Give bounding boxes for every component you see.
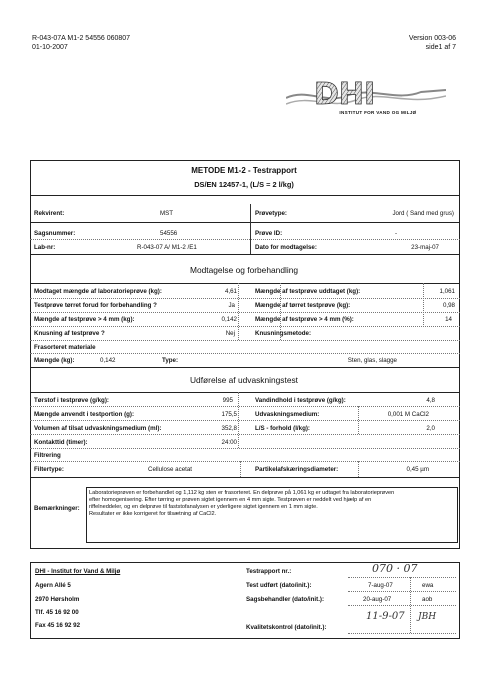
remarks-line: riffelneddeler, og en delprøve til faststofanalysen er yderligere sigtet igennem en 1 mm sigte. <box>89 504 318 510</box>
testrapport-number: 070 · 07 <box>372 562 418 575</box>
kval-label: Kvalitetskontrol (dato/init.): <box>246 624 327 631</box>
s1-row2-value2: 0,98 <box>442 302 455 309</box>
prove-id-label: Prøve ID: <box>255 230 283 237</box>
s1-row1-label1: Modtaget mængde af laboratorieprøve (kg): <box>34 288 162 295</box>
s1-row2-label1: Testprøve tørret forud for forbehandling ? <box>34 302 157 309</box>
labnr-label: Lab-nr: <box>34 244 56 251</box>
udfort-init: ewa <box>422 582 434 589</box>
report-standard: DS/EN 12457-1, (L/S = 2 l/kg) <box>194 180 294 189</box>
s2-row1-label1: Tørstof i testprøve (g/kg): <box>34 397 109 404</box>
remarks-line: Laboratorieprøven er forbehandlet og 1,112 kg sten er frasorteret. En delprøve på 1,061 kg er udtaget fra laboratorieprøven <box>89 490 395 496</box>
s1-row1-label2: Mængde af testprøve uddtaget (kg): <box>255 288 361 295</box>
s2-row2-label2: Udvaskningsmedium: <box>255 411 320 418</box>
filtertype-label: Filtertype: <box>34 466 64 473</box>
sags-date: 20-aug-07 <box>363 596 392 603</box>
provetype-label: Prøvetype: <box>255 210 287 217</box>
dato-value: 23-maj-07 <box>411 244 439 251</box>
footer-org: DHI - Institut for Vand & Miljø <box>35 568 121 575</box>
logo-tagline: INSTITUT FOR VAND OG MILJØ <box>339 110 417 115</box>
s1-row1-value1: 4,61 <box>224 288 237 295</box>
s2-row3-value2: 2,0 <box>426 425 435 432</box>
s2-row1-label2: Vandindhold i testprøve (g/kg): <box>255 397 346 404</box>
testrapport-label: Testrapport nr.: <box>246 568 292 575</box>
s2-row4-value1: 24:00 <box>221 439 237 446</box>
remarks-line: Resultater er ikke korrigeret for tilsætning af CaCl2. <box>89 511 217 517</box>
s2-row4-label1: Kontakttid (timer): <box>34 439 88 446</box>
udfort-date: 7-aug-07 <box>368 582 393 589</box>
s2-row2-value2: 0,001 M CaCl2 <box>387 411 429 418</box>
type-value: Sten, glas, slagge <box>347 357 397 364</box>
footer-fax: Fax 45 16 92 92 <box>35 622 81 629</box>
prove-id-value: - <box>395 230 398 237</box>
page-number: side1 af 7 <box>425 44 456 51</box>
s2-row1-value1: 995 <box>222 397 233 404</box>
dato-label: Dato for modtagelse: <box>255 244 317 251</box>
sags-init: aob <box>422 596 433 603</box>
document-reference: R-043-07A M1-2 54556 060807 <box>32 35 131 42</box>
version-label: Version 003-06 <box>408 35 456 42</box>
rekvirent-value: MST <box>160 210 174 217</box>
kval-init: JBH <box>418 612 437 622</box>
labnr-value: R-043-07 A/ M1-2 /E1 <box>137 244 197 251</box>
s2-row2-value1: 175,5 <box>221 411 237 418</box>
s2-row3-label2: L/S - forhold (l/kg): <box>255 425 310 432</box>
s1-row2-label2: Mængde af tørret testprøve (kg): <box>255 302 351 309</box>
s1-row2-value1: Ja <box>228 302 235 309</box>
sags-label: Sagsbehandler (dato/init.): <box>246 596 325 603</box>
s1-row3-value2: 14 <box>445 316 452 323</box>
s2-row2-label1: Mængde anvendt i testportion (g): <box>34 411 135 418</box>
footer-street: Agern Allé 5 <box>35 582 71 589</box>
footer-tlf: Tlf. 45 16 92 00 <box>35 609 79 616</box>
s1-row4-label1: Knusning af testprøve ? <box>34 330 105 337</box>
svg-text:DHI: DHI <box>314 77 376 112</box>
s2-row3-label1: Volumen af tilsat udvaskningsmedium (ml): <box>34 425 162 432</box>
remarks-text <box>89 490 455 518</box>
s1-row1-value2: 1,061 <box>439 288 455 295</box>
udfort-label: Test udført (dato/init.): <box>246 582 312 589</box>
frasorteret-label: Frasorteret materiale <box>34 344 96 351</box>
remarks-line: efter homogenisering. Efter tørring er prøven sigtet igennem en 4 mm sigte. Testprøven er neddelt ved hjælp af en <box>89 497 372 503</box>
s1-row3-value1: 0,142 <box>221 316 237 323</box>
type-label: Type: <box>162 357 179 364</box>
s1-row3-label2: Mængde af testprøve > 4 mm (%): <box>255 316 354 323</box>
report-title: METODE M1-2 - Testrapport <box>191 166 297 175</box>
s2-row3-value1: 352,8 <box>221 425 237 432</box>
maengde-value: 0,142 <box>100 357 116 364</box>
partikel-label: Partikelafskæringsdiameter: <box>255 466 339 473</box>
filtertype-value: Cellulose acetat <box>148 466 193 473</box>
kval-date: 11-9-07 <box>366 611 405 622</box>
footer-city: 2970 Hørsholm <box>35 596 80 603</box>
section-udvaskning-title: Udførelse af udvaskningstest <box>190 375 298 385</box>
s1-row3-label1: Mængde af testprøve > 4 mm (kg): <box>34 316 135 323</box>
remarks-label: Bemærkninger: <box>34 505 80 512</box>
sagsnummer-value: 54556 <box>160 230 178 237</box>
filtrering-label: Filtrering <box>34 452 61 459</box>
maengde-label: Mængde (kg): <box>34 357 75 364</box>
s1-row4-label2: Knusningsmetode: <box>255 330 312 337</box>
section-modtagelse-title: Modtagelse og forbehandling <box>189 265 299 275</box>
provetype-value: Jord ( Sand med grus) <box>392 210 454 217</box>
sagsnummer-label: Sagsnummer: <box>34 230 76 237</box>
document-date: 01-10-2007 <box>32 44 68 51</box>
s2-row1-value2: 4,8 <box>426 397 435 404</box>
partikel-value: 0,45 µm <box>406 466 429 473</box>
rekvirent-label: Rekvirent: <box>34 210 65 217</box>
s1-row4-value1: Nej <box>225 330 235 337</box>
